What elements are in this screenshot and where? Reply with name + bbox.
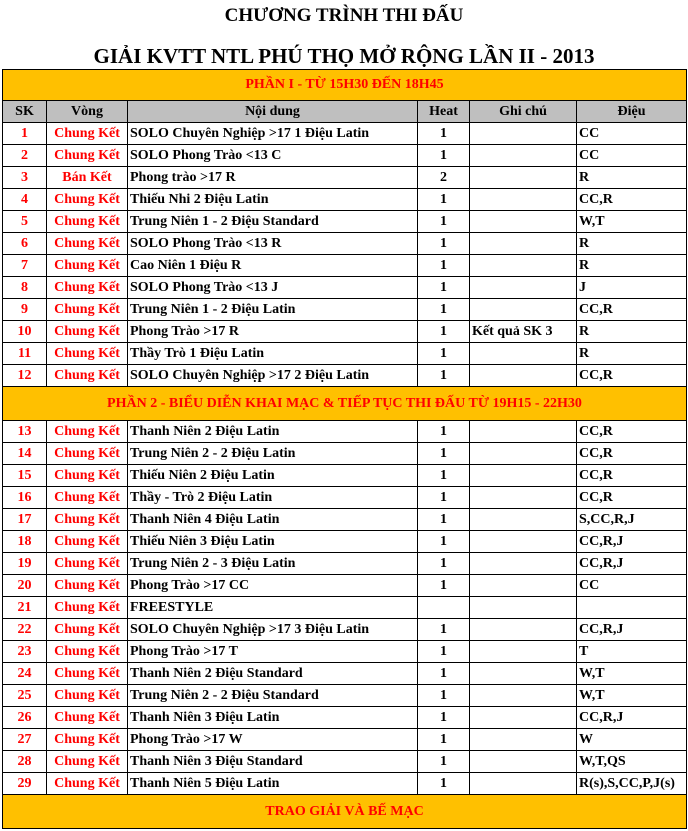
cell-heat: 1 (418, 443, 470, 465)
cell-ghichu (470, 553, 577, 575)
cell-vong: Chung Kết (47, 211, 128, 233)
table-row (3, 509, 687, 531)
cell-sk: 3 (3, 167, 47, 189)
cell-vong: Chung Kết (47, 189, 128, 211)
cell-dieu: CC,R,J (577, 553, 687, 575)
cell-vong: Chung Kết (47, 531, 128, 553)
cell-noidung: SOLO Chuyên Nghiệp >17 3 Điệu Latin (128, 619, 418, 641)
cell-heat: 1 (418, 211, 470, 233)
cell-heat: 1 (418, 553, 470, 575)
cell-dieu: R (577, 321, 687, 343)
cell-dieu: CC,R,J (577, 619, 687, 641)
cell-sk: 8 (3, 277, 47, 299)
cell-noidung: Trung Niên 1 - 2 Điệu Latin (128, 299, 418, 321)
header-noidung: Nội dung (128, 101, 418, 123)
cell-heat: 1 (418, 531, 470, 553)
cell-sk: 12 (3, 365, 47, 387)
cell-sk: 21 (3, 597, 47, 619)
cell-sk: 9 (3, 299, 47, 321)
cell-vong: Chung Kết (47, 509, 128, 531)
cell-ghichu (470, 211, 577, 233)
table-row (3, 123, 687, 145)
cell-noidung: SOLO Chuyên Nghiệp >17 1 Điệu Latin (128, 123, 418, 145)
cell-vong: Chung Kết (47, 773, 128, 795)
cell-vong: Chung Kết (47, 487, 128, 509)
cell-sk: 14 (3, 443, 47, 465)
cell-noidung: Cao Niên 1 Điệu R (128, 255, 418, 277)
cell-ghichu (470, 145, 577, 167)
cell-ghichu (470, 167, 577, 189)
cell-sk: 13 (3, 421, 47, 443)
document-subtitle: GIẢI KVTT NTL PHÚ THỌ MỞ RỘNG LẦN II - 2013 (93, 44, 595, 68)
cell-dieu: W,T,QS (577, 751, 687, 773)
cell-sk: 10 (3, 321, 47, 343)
cell-vong: Chung Kết (47, 145, 128, 167)
cell-heat: 1 (418, 641, 470, 663)
table-row (3, 707, 687, 729)
cell-noidung: Thanh Niên 2 Điệu Standard (128, 663, 418, 685)
cell-ghichu (470, 663, 577, 685)
cell-vong: Chung Kết (47, 365, 128, 387)
cell-vong: Chung Kết (47, 597, 128, 619)
cell-dieu: CC,R,J (577, 531, 687, 553)
cell-sk: 25 (3, 685, 47, 707)
cell-sk: 19 (3, 553, 47, 575)
cell-ghichu (470, 443, 577, 465)
table-row (3, 421, 687, 443)
cell-dieu: CC (577, 123, 687, 145)
table-row (3, 443, 687, 465)
cell-ghichu (470, 421, 577, 443)
cell-noidung: Thanh Niên 2 Điệu Latin (128, 421, 418, 443)
cell-dieu: S,CC,R,J (577, 509, 687, 531)
cell-heat: 1 (418, 773, 470, 795)
cell-vong: Chung Kết (47, 663, 128, 685)
cell-dieu: W,T (577, 211, 687, 233)
cell-vong: Chung Kết (47, 553, 128, 575)
cell-heat: 1 (418, 729, 470, 751)
section-row-part2 (3, 387, 687, 421)
cell-ghichu (470, 343, 577, 365)
cell-noidung: SOLO Phong Trào <13 R (128, 233, 418, 255)
cell-ghichu (470, 277, 577, 299)
cell-dieu: J (577, 277, 687, 299)
table-row (3, 531, 687, 553)
cell-ghichu (470, 189, 577, 211)
cell-ghichu (470, 299, 577, 321)
cell-noidung: Phong trào >17 R (128, 167, 418, 189)
table-row (3, 365, 687, 387)
table-row (3, 729, 687, 751)
cell-noidung: SOLO Chuyên Nghiệp >17 2 Điệu Latin (128, 365, 418, 387)
cell-dieu: W (577, 729, 687, 751)
cell-vong: Chung Kết (47, 465, 128, 487)
cell-sk: 16 (3, 487, 47, 509)
cell-vong: Chung Kết (47, 729, 128, 751)
cell-noidung: Thanh Niên 5 Điệu Latin (128, 773, 418, 795)
table-row (3, 299, 687, 321)
cell-heat: 1 (418, 751, 470, 773)
cell-ghichu (470, 255, 577, 277)
cell-sk: 7 (3, 255, 47, 277)
table-row (3, 663, 687, 685)
table-row (3, 321, 687, 343)
schedule-table (2, 69, 687, 829)
section-row-part1 (3, 70, 687, 101)
cell-ghichu (470, 597, 577, 619)
cell-ghichu (470, 729, 577, 751)
cell-ghichu (470, 487, 577, 509)
table-row (3, 277, 687, 299)
cell-dieu: R (577, 343, 687, 365)
cell-heat: 1 (418, 685, 470, 707)
cell-ghichu (470, 509, 577, 531)
cell-sk: 1 (3, 123, 47, 145)
cell-ghichu: Kết quả SK 3 (470, 321, 577, 343)
cell-dieu: W,T (577, 685, 687, 707)
cell-heat: 1 (418, 365, 470, 387)
table-row (3, 751, 687, 773)
cell-sk: 29 (3, 773, 47, 795)
cell-heat: 1 (418, 233, 470, 255)
cell-vong: Chung Kết (47, 751, 128, 773)
cell-heat: 1 (418, 619, 470, 641)
cell-noidung: Thiếu Nhi 2 Điệu Latin (128, 189, 418, 211)
cell-dieu: CC,R (577, 443, 687, 465)
table-row (3, 773, 687, 795)
cell-sk: 2 (3, 145, 47, 167)
cell-vong: Chung Kết (47, 685, 128, 707)
cell-noidung: Thiếu Niên 2 Điệu Latin (128, 465, 418, 487)
cell-ghichu (470, 365, 577, 387)
cell-dieu: CC,R (577, 487, 687, 509)
table-row (3, 597, 687, 619)
cell-heat: 1 (418, 663, 470, 685)
cell-sk: 5 (3, 211, 47, 233)
cell-dieu: R (577, 167, 687, 189)
cell-noidung: Phong Trào >17 T (128, 641, 418, 663)
cell-noidung: Phong Trào >17 W (128, 729, 418, 751)
cell-sk: 22 (3, 619, 47, 641)
cell-heat: 1 (418, 299, 470, 321)
cell-dieu: CC,R (577, 299, 687, 321)
table-row (3, 685, 687, 707)
cell-vong: Chung Kết (47, 299, 128, 321)
cell-dieu: CC,R (577, 365, 687, 387)
cell-noidung: Trung Niên 2 - 3 Điệu Latin (128, 553, 418, 575)
cell-heat: 1 (418, 421, 470, 443)
cell-heat (418, 597, 470, 619)
table-row (3, 233, 687, 255)
header-heat: Heat (418, 101, 470, 123)
cell-ghichu (470, 575, 577, 597)
cell-heat: 1 (418, 465, 470, 487)
cell-ghichu (470, 233, 577, 255)
cell-vong: Bán Kết (47, 167, 128, 189)
cell-ghichu (470, 685, 577, 707)
cell-vong: Chung Kết (47, 123, 128, 145)
table-row (3, 487, 687, 509)
cell-vong: Chung Kết (47, 443, 128, 465)
cell-ghichu (470, 707, 577, 729)
footer-label: TRAO GIẢI VÀ BẾ MẠC (3, 795, 687, 829)
table-row (3, 575, 687, 597)
cell-dieu: R (577, 255, 687, 277)
cell-ghichu (470, 751, 577, 773)
table-row (3, 255, 687, 277)
cell-vong: Chung Kết (47, 707, 128, 729)
header-ghichu: Ghi chú (470, 101, 577, 123)
cell-ghichu (470, 123, 577, 145)
cell-heat: 1 (418, 707, 470, 729)
cell-heat: 1 (418, 123, 470, 145)
cell-heat: 1 (418, 145, 470, 167)
header-vong: Vòng (47, 101, 128, 123)
header-sk: SK (3, 101, 47, 123)
cell-sk: 26 (3, 707, 47, 729)
cell-ghichu (470, 531, 577, 553)
cell-noidung: Thầy Trò 1 Điệu Latin (128, 343, 418, 365)
cell-dieu: R(s),S,CC,P,J(s) (577, 773, 687, 795)
table-row (3, 619, 687, 641)
cell-vong: Chung Kết (47, 343, 128, 365)
header-dieu: Điệu (577, 101, 687, 123)
table-row (3, 211, 687, 233)
cell-heat: 1 (418, 575, 470, 597)
cell-dieu: CC,R (577, 189, 687, 211)
cell-noidung: Phong Trào >17 R (128, 321, 418, 343)
cell-vong: Chung Kết (47, 619, 128, 641)
table-row (3, 553, 687, 575)
table-row (3, 189, 687, 211)
table-row (3, 167, 687, 189)
cell-dieu: CC,R,J (577, 707, 687, 729)
cell-ghichu (470, 641, 577, 663)
cell-heat: 1 (418, 189, 470, 211)
cell-noidung: Thầy - Trò 2 Điệu Latin (128, 487, 418, 509)
header-row (3, 101, 687, 123)
cell-noidung: Trung Niên 2 - 2 Điệu Standard (128, 685, 418, 707)
section-label-part1: PHẦN I - TỪ 15H30 ĐẾN 18H45 (3, 70, 687, 101)
table-row (3, 641, 687, 663)
cell-vong: Chung Kết (47, 641, 128, 663)
cell-noidung: SOLO Phong Trào <13 C (128, 145, 418, 167)
cell-vong: Chung Kết (47, 233, 128, 255)
cell-noidung: Trung Niên 1 - 2 Điệu Standard (128, 211, 418, 233)
section-label-part2: PHẦN 2 - BIỂU DIỄN KHAI MẠC & TIẾP TỤC THI ĐẤU TỪ 19H15 - 22H30 (3, 387, 687, 421)
cell-heat: 2 (418, 167, 470, 189)
footer-row (3, 795, 687, 829)
cell-noidung: Thanh Niên 3 Điệu Standard (128, 751, 418, 773)
cell-heat: 1 (418, 321, 470, 343)
cell-sk: 15 (3, 465, 47, 487)
cell-heat: 1 (418, 487, 470, 509)
cell-ghichu (470, 619, 577, 641)
table-row (3, 465, 687, 487)
document-title: CHƯƠNG TRÌNH THI ĐẤU (224, 5, 464, 26)
cell-noidung: Trung Niên 2 - 2 Điệu Latin (128, 443, 418, 465)
cell-dieu (577, 597, 687, 619)
cell-noidung: Thiếu Niên 3 Điệu Latin (128, 531, 418, 553)
cell-sk: 18 (3, 531, 47, 553)
cell-sk: 23 (3, 641, 47, 663)
cell-noidung: Thanh Niên 3 Điệu Latin (128, 707, 418, 729)
cell-noidung: Thanh Niên 4 Điệu Latin (128, 509, 418, 531)
cell-heat: 1 (418, 277, 470, 299)
cell-sk: 20 (3, 575, 47, 597)
cell-dieu: T (577, 641, 687, 663)
cell-ghichu (470, 773, 577, 795)
cell-noidung: SOLO Phong Trào <13 J (128, 277, 418, 299)
cell-sk: 24 (3, 663, 47, 685)
cell-dieu: CC,R (577, 421, 687, 443)
cell-vong: Chung Kết (47, 421, 128, 443)
cell-vong: Chung Kết (47, 277, 128, 299)
cell-heat: 1 (418, 509, 470, 531)
cell-dieu: CC (577, 145, 687, 167)
cell-vong: Chung Kết (47, 255, 128, 277)
table-row (3, 145, 687, 167)
cell-vong: Chung Kết (47, 575, 128, 597)
cell-dieu: R (577, 233, 687, 255)
table-row (3, 343, 687, 365)
cell-sk: 11 (3, 343, 47, 365)
cell-sk: 4 (3, 189, 47, 211)
cell-noidung: FREESTYLE (128, 597, 418, 619)
cell-ghichu (470, 465, 577, 487)
cell-dieu: W,T (577, 663, 687, 685)
cell-vong: Chung Kết (47, 321, 128, 343)
cell-sk: 28 (3, 751, 47, 773)
cell-sk: 27 (3, 729, 47, 751)
cell-dieu: CC,R (577, 465, 687, 487)
cell-sk: 17 (3, 509, 47, 531)
cell-sk: 6 (3, 233, 47, 255)
cell-noidung: Phong Trào >17 CC (128, 575, 418, 597)
cell-dieu: CC (577, 575, 687, 597)
cell-heat: 1 (418, 343, 470, 365)
cell-heat: 1 (418, 255, 470, 277)
